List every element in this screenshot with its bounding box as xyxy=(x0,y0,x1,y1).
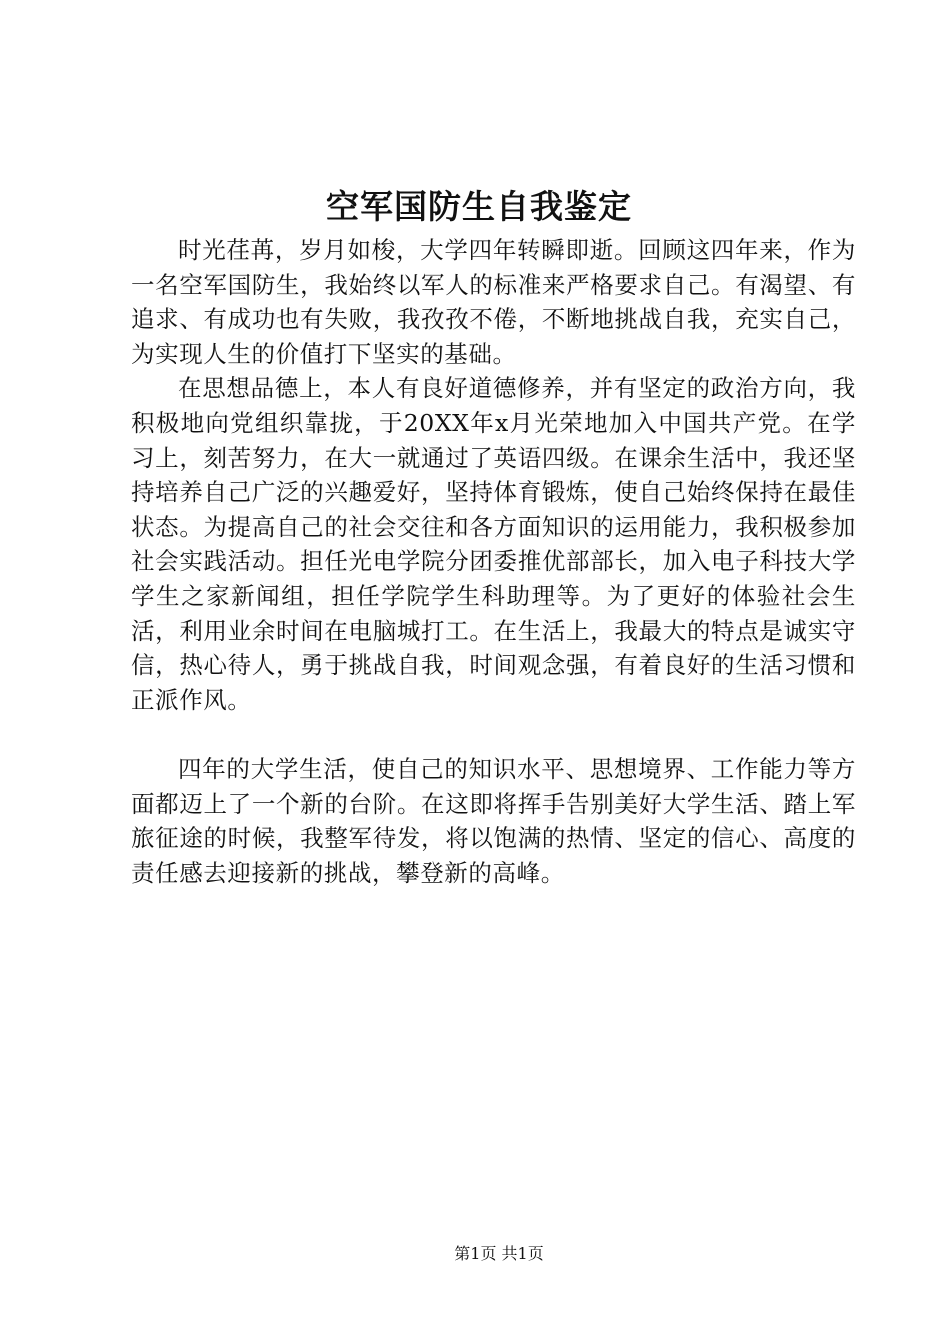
paragraph-conclusion: 四年的大学生活，使自己的知识水平、思想境界、工作能力等方面都迈上了一个新的台阶。在这即将挥手告别美好大学生活、踏上军旅征途的时候，我整军待发，将以饱满的热情、坚定的信心、高度的责任感去迎接新的挑战，攀登新的高峰。 xyxy=(131,754,856,887)
page-footer: 第1页 共1页 xyxy=(454,1244,544,1263)
paragraph-intro: 时光荏苒，岁月如梭，大学四年转瞬即逝。回顾这四年来，作为一名空军国防生，我始终以军人的标准来严格要求自己。有渴望、有追求、有成功也有失败，我孜孜不倦，不断地挑战自我，充实自己，为实现人生的价值打下坚实的基础。 xyxy=(131,236,856,368)
document-body xyxy=(131,233,856,890)
document-title: 空军国防生自我鉴定 xyxy=(326,187,632,226)
paragraph-conduct-study-life: 在思想品德上，本人有良好道德修养，并有坚定的政治方向，我积极地向党组织靠拢，于20XX年x月光荣地加入中国共产党。在学习上，刻苦努力，在大一就通过了英语四级。在课余生活中，我还坚持培养自己广泛的兴趣爱好，坚持体育锻炼，使自己始终保持在最佳状态。为提高自己的社会交往和各方面知识的运用能力，我积极参加社会实践活动。担任光电学院分团委推优部部长，加入电子科技大学学生之家新闻组，担任学院学生科助理等。为了更好的体验社会生活，利用业余时间在电脑城打工。在生活上，我最大的特点是诚实守信，热心待人，勇于挑战自我，时间观念强，有着良好的生活习惯和正派作风。 xyxy=(131,374,856,714)
